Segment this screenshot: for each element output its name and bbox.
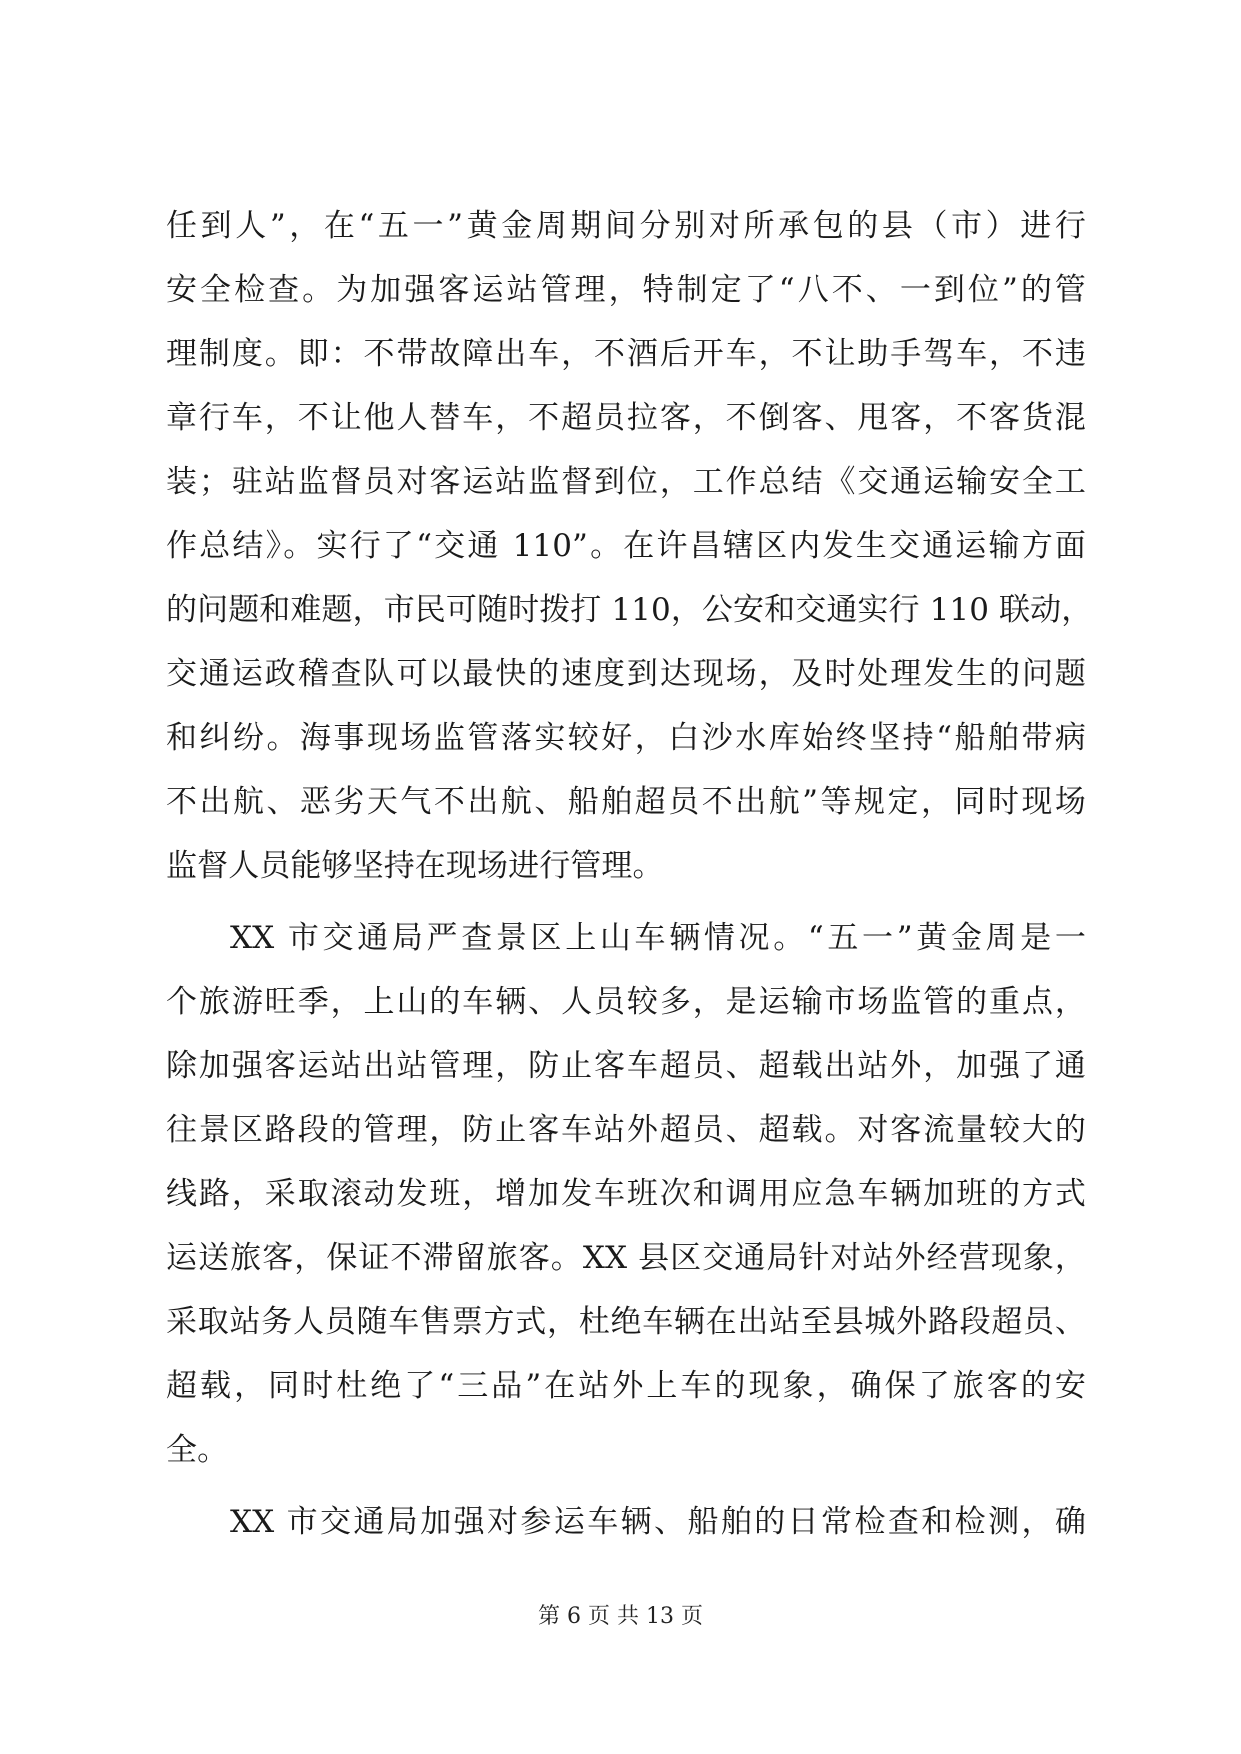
paragraph-1-line-6: 作总结》。实行了“交通 110”。在许昌辖区内发生交通运输方面 <box>166 528 1086 564</box>
paragraph-1-line-8: 交通运政稽查队可以最快的速度到达现场，及时处理发生的问题 <box>166 656 1086 692</box>
paragraph-1-line-7: 的问题和难题，市民可随时拨打 110，公安和交通实行 110 联动， <box>166 592 1093 628</box>
paragraph-2-line-7: 采取站务人员随车售票方式，杜绝车辆在出站至县城外路段超员、 <box>166 1304 1086 1340</box>
paragraph-1-line-10: 不出航、恶劣天气不出航、船舶超员不出航”等规定，同时现场 <box>166 784 1086 820</box>
paragraph-2-line-6: 运送旅客，保证不滞留旅客。XX 县区交通局针对站外经营现象， <box>166 1240 1086 1276</box>
paragraph-2-line-3: 除加强客运站出站管理，防止客车超员、超载出站外，加强了通 <box>166 1048 1086 1084</box>
paragraph-1-line-9: 和纠纷。海事现场监管落实较好，白沙水库始终坚持“船舶带病 <box>166 720 1086 756</box>
paragraph-2-line-5: 线路，采取滚动发班，增加发车班次和调用应急车辆加班的方式 <box>166 1176 1086 1212</box>
paragraph-2-line-2: 个旅游旺季，上山的车辆、人员较多，是运输市场监管的重点， <box>166 984 1086 1020</box>
paragraph-2-line-9: 全。 <box>166 1432 229 1468</box>
paragraph-1-line-3: 理制度。即：不带故障出车，不酒后开车，不让助手驾车，不违 <box>166 336 1086 372</box>
paragraph-2-line-8: 超载，同时杜绝了“三品”在站外上车的现象，确保了旅客的安 <box>166 1368 1086 1404</box>
paragraph-1-line-11: 监督人员能够坚持在现场进行管理。 <box>166 848 664 884</box>
paragraph-2-line-4: 往景区路段的管理，防止客车站外超员、超载。对客流量较大的 <box>166 1112 1086 1148</box>
paragraph-1-line-1: 任到人”，在“五一”黄金周期间分别对所承包的县（市）进行 <box>166 208 1086 244</box>
paragraph-1-line-4: 章行车，不让他人替车，不超员拉客，不倒客、甩客，不客货混 <box>166 400 1086 436</box>
page-number-footer: 第 6 页 共 13 页 <box>538 1604 703 1629</box>
paragraph-3-line-1: XX 市交通局加强对参运车辆、船舶的日常检查和检测，确 <box>230 1504 1086 1540</box>
paragraph-2-line-1: XX 市交通局严查景区上山车辆情况。“五一”黄金周是一 <box>230 920 1086 956</box>
paragraph-1-line-5: 装；驻站监督员对客运站监督到位，工作总结《交通运输安全工 <box>166 464 1086 500</box>
paragraph-1-line-2: 安全检查。为加强客运站管理，特制定了“八不、一到位”的管 <box>166 272 1086 308</box>
